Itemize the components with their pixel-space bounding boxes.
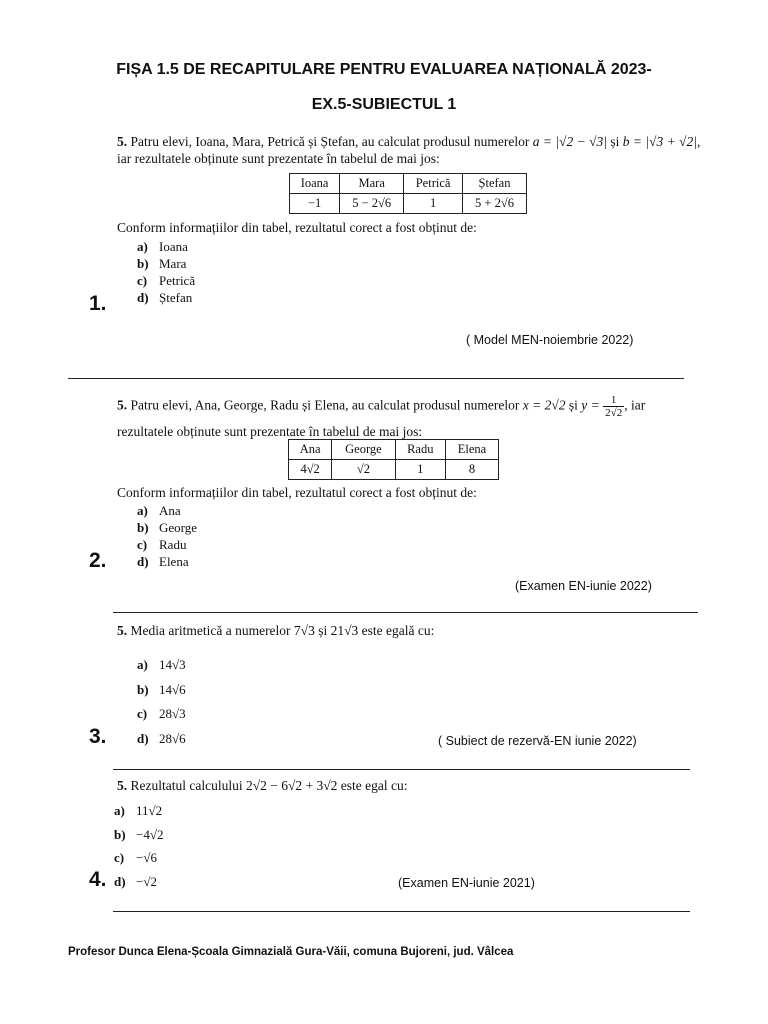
problem-2-statement (117, 394, 707, 419)
table-cell: 1 (404, 194, 463, 214)
table-header-cell: Ștefan (462, 174, 526, 194)
problem-4-statement (117, 777, 677, 794)
option-text: Mara (159, 256, 187, 271)
option-letter: d) (137, 730, 149, 746)
option-letter: b) (137, 256, 149, 271)
table-header-cell: Radu (395, 440, 445, 460)
problem-3-statement (117, 622, 677, 639)
option-letter: d) (137, 554, 149, 569)
option-text: 11√2 (136, 803, 163, 818)
option-d[interactable] (137, 727, 186, 752)
table-cell: 4√2 (289, 460, 332, 480)
problem-1-number: 1. (89, 292, 107, 315)
option-text: Radu (159, 537, 187, 552)
option-text: −4√2 (136, 826, 164, 842)
option-text: Ioana (159, 239, 188, 254)
table-cell: −1 (290, 194, 340, 214)
table-cell: 5 − 2√6 (340, 194, 404, 214)
table-header-cell: Elena (445, 440, 498, 460)
divider-1 (68, 378, 684, 379)
option-letter: c) (137, 273, 148, 288)
problem-2-text-line2: rezultatele obținute sunt prezentate în tabelul de mai jos: (117, 424, 423, 439)
option-a[interactable] (137, 653, 186, 678)
table-header-cell: George (332, 440, 395, 460)
option-text: Ștefan (159, 290, 193, 305)
option-text: 14√6 (159, 681, 186, 697)
problem-2-source: (Examen EN-iunie 2022) (515, 579, 652, 593)
table-header-cell: Ana (289, 440, 332, 460)
problem-4-number: 4. (89, 868, 107, 891)
option-text: −√6 (136, 850, 157, 865)
option-letter: a) (114, 803, 125, 818)
option-letter: d) (137, 290, 149, 305)
problem-4-text: Rezultatul calculului 2√2 − 6√2 + 3√2 este egal cu: (130, 778, 408, 793)
option-b[interactable] (137, 519, 197, 536)
problem-1-source: ( Model MEN-noiembrie 2022) (466, 333, 634, 347)
problem-3-options (137, 653, 186, 751)
fraction-numerator: 1 (603, 394, 624, 407)
option-text: Elena (159, 554, 189, 569)
table-cell: 5 + 2√6 (462, 194, 526, 214)
table-header-cell: Mara (340, 174, 404, 194)
divider-2 (113, 612, 698, 613)
problem-1-statement (117, 133, 707, 167)
problem-2-formula-x: x = 2√2 (522, 397, 566, 413)
divider-4 (113, 911, 690, 912)
option-b[interactable] (137, 255, 195, 272)
problem-2-formula-y: y = (581, 397, 600, 413)
option-b[interactable] (114, 823, 163, 847)
option-letter: c) (137, 537, 148, 552)
table-cell: 8 (445, 460, 498, 480)
option-d[interactable] (137, 289, 195, 306)
table-cell: 1 (395, 460, 445, 480)
table-value-row (289, 460, 499, 480)
option-a[interactable] (137, 502, 197, 519)
option-letter: b) (114, 826, 126, 842)
problem-2-text-cont: , iar (624, 397, 646, 413)
problem-1-text-cont: , iar rezultatele obținute sunt prezentate în tabelul de mai jos: (117, 134, 701, 166)
divider-3 (113, 769, 690, 770)
problem-4-source: (Examen EN-iunie 2021) (398, 876, 535, 890)
option-letter: b) (137, 520, 149, 535)
option-c[interactable] (137, 702, 186, 727)
option-d[interactable] (137, 553, 197, 570)
table-cell: √2 (332, 460, 395, 480)
table-header-row (289, 440, 499, 460)
problem-4-label: 5. (117, 778, 128, 793)
option-text: Ana (159, 503, 181, 518)
problem-1-table (289, 173, 527, 214)
option-letter: b) (137, 681, 149, 697)
table-header-row (290, 174, 527, 194)
problem-1-and: și (610, 134, 620, 149)
option-a[interactable] (114, 799, 163, 823)
option-b[interactable] (137, 678, 186, 703)
problem-2-and: și (568, 397, 578, 413)
problem-2-table (288, 439, 499, 480)
problem-3-text: Media aritmetică a numerelor 7√3 și 21√3 este egală cu: (130, 623, 435, 638)
problem-1-label: 5. (117, 134, 128, 149)
option-a[interactable] (137, 238, 195, 255)
table-header-cell: Ioana (290, 174, 340, 194)
problem-2-number: 2. (89, 549, 107, 572)
problem-1-formula-a: a = |√2 − √3| (532, 134, 607, 149)
table-value-row (290, 194, 527, 214)
option-letter: a) (137, 503, 148, 518)
option-text: −√2 (136, 873, 157, 889)
problem-2-options (137, 502, 197, 570)
page-title: FIȘA 1.5 DE RECAPITULARE PENTRU EVALUAREA NAȚIONALĂ 2023- (116, 61, 652, 78)
problem-1-text: Patru elevi, Ioana, Mara, Petrică și Ștefan, au calculat produsul numerelor (130, 134, 530, 149)
option-d[interactable] (114, 870, 163, 894)
option-text: 14√3 (159, 657, 186, 672)
option-letter: c) (137, 706, 148, 721)
option-text: 28√6 (159, 730, 186, 746)
problem-2-fraction (603, 394, 624, 419)
option-letter: a) (137, 239, 148, 254)
problem-3-number: 3. (89, 725, 107, 748)
problem-1-formula-b: b = |√3 + √2| (622, 134, 697, 149)
option-letter: c) (114, 850, 125, 865)
page-footer: Profesor Dunca Elena-Școala Gimnazială Gura-Văii, comuna Bujoreni, jud. Vâlcea (68, 946, 514, 958)
problem-1-options (137, 238, 195, 306)
problem-2-label: 5. (117, 397, 128, 413)
option-letter: d) (114, 873, 126, 889)
option-c[interactable] (137, 272, 195, 289)
problem-1-prompt: Conform informațiilor din tabel, rezultatul corect a fost obținut de: (117, 220, 477, 235)
option-c[interactable] (137, 536, 197, 553)
problem-2-prompt: Conform informațiilor din tabel, rezultatul corect a fost obținut de: (117, 485, 477, 500)
problem-4-options (114, 799, 163, 893)
problem-3-source: ( Subiect de rezervă-EN iunie 2022) (438, 734, 637, 748)
problem-3-label: 5. (117, 623, 128, 638)
problem-2-text: Patru elevi, Ana, George, Radu și Elena, au calculat produsul numerelor (130, 397, 520, 413)
option-letter: a) (137, 657, 148, 672)
fraction-denominator: 2√2 (605, 407, 623, 419)
option-c[interactable] (114, 846, 163, 870)
option-text: George (159, 520, 198, 535)
page-subtitle: EX.5-SUBIECTUL 1 (311, 96, 457, 113)
option-text: Petrică (159, 273, 196, 288)
table-header-cell: Petrică (404, 174, 463, 194)
option-text: 28√3 (159, 706, 186, 721)
